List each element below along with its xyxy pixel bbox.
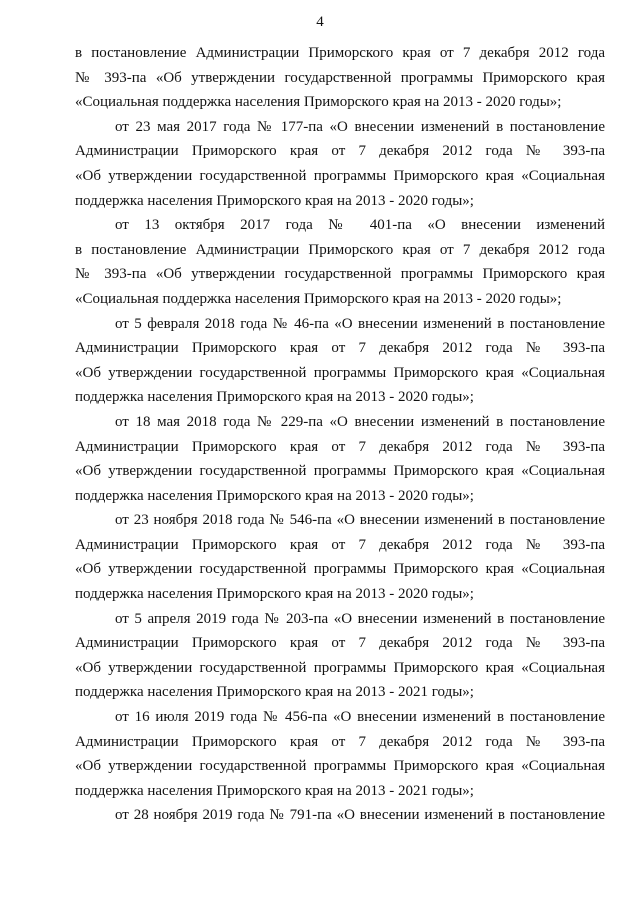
text-line: поддержка населения Приморского края на 2013 - 2021 годы»; [75, 782, 474, 799]
paragraph [75, 312, 605, 410]
text-line: от 23 ноября 2018 года № 546-па «О внесении изменений в постановление [115, 512, 605, 529]
text-line: поддержка населения Приморского края на 2013 - 2021 годы»; [75, 684, 474, 701]
paragraph [75, 803, 605, 828]
text-line: Администрации Приморского края от 7 декабря 2012 года № 393-па [75, 635, 605, 652]
text-line: в постановление Администрации Приморского края от 7 декабря 2012 года [75, 241, 605, 258]
paragraph [75, 410, 605, 508]
text-line: Администрации Приморского края от 7 декабря 2012 года № 393-па [75, 733, 605, 750]
paragraph [75, 213, 605, 311]
paragraph [75, 508, 605, 606]
text-line: в постановление Администрации Приморского края от 7 декабря 2012 года [75, 45, 605, 61]
text-line: поддержка населения Приморского края на 2013 - 2020 годы»; [75, 586, 474, 603]
text-line: Администрации Приморского края от 7 декабря 2012 года № 393-па [75, 536, 605, 553]
text-line: Администрации Приморского края от 7 декабря 2012 года № 393-па [75, 340, 605, 357]
text-line: «Об утверждении государственной программы Приморского края «Социальная [75, 364, 605, 381]
paragraph [75, 41, 605, 115]
text-line: от 5 февраля 2018 года № 46-па «О внесении изменений в постановление [115, 315, 605, 332]
text-line: «Об утверждении государственной программы Приморского края «Социальная [75, 167, 605, 184]
text-line: от 16 июля 2019 года № 456-па «О внесении изменений в постановление [115, 709, 605, 726]
text-line: от 18 мая 2018 года № 229-па «О внесении изменений в постановление [115, 413, 605, 430]
text-line: поддержка населения Приморского края на 2013 - 2020 годы»; [75, 487, 474, 504]
text-line: «Социальная поддержка населения Приморского края на 2013 - 2020 годы»; [75, 94, 562, 111]
text-line: «Об утверждении государственной программы Приморского края «Социальная [75, 758, 605, 775]
text-line: «Социальная поддержка населения Приморского края на 2013 - 2020 годы»; [75, 290, 562, 307]
text-line: поддержка населения Приморского края на 2013 - 2020 годы»; [75, 389, 474, 406]
paragraph [75, 607, 605, 705]
text-line: № 393-па «Об утверждении государственной программы Приморского края [75, 69, 605, 86]
text-line: от 23 мая 2017 года № 177-па «О внесении изменений в постановление [115, 118, 605, 135]
text-line: Администрации Приморского края от 7 декабря 2012 года № 393-па [75, 143, 605, 160]
document-body [75, 41, 605, 828]
text-line: от 13 октября 2017 года № 401-па «О внесении изменений [115, 217, 605, 234]
text-line: № 393-па «Об утверждении государственной программы Приморского края [75, 266, 605, 283]
text-line: «Об утверждении государственной программы Приморского края «Социальная [75, 659, 605, 676]
text-line: поддержка населения Приморского края на 2013 - 2020 годы»; [75, 192, 474, 209]
page-number: 4 [316, 14, 324, 30]
text-line: от 28 ноября 2019 года № 791-па «О внесении изменений в постановление [115, 807, 605, 824]
paragraph [75, 115, 605, 213]
text-line: Администрации Приморского края от 7 декабря 2012 года № 393-па [75, 438, 605, 455]
text-line: от 5 апреля 2019 года № 203-па «О внесении изменений в постановление [115, 610, 605, 627]
text-line: «Об утверждении государственной программы Приморского края «Социальная [75, 561, 605, 578]
text-line: «Об утверждении государственной программы Приморского края «Социальная [75, 463, 605, 480]
paragraph [75, 705, 605, 803]
